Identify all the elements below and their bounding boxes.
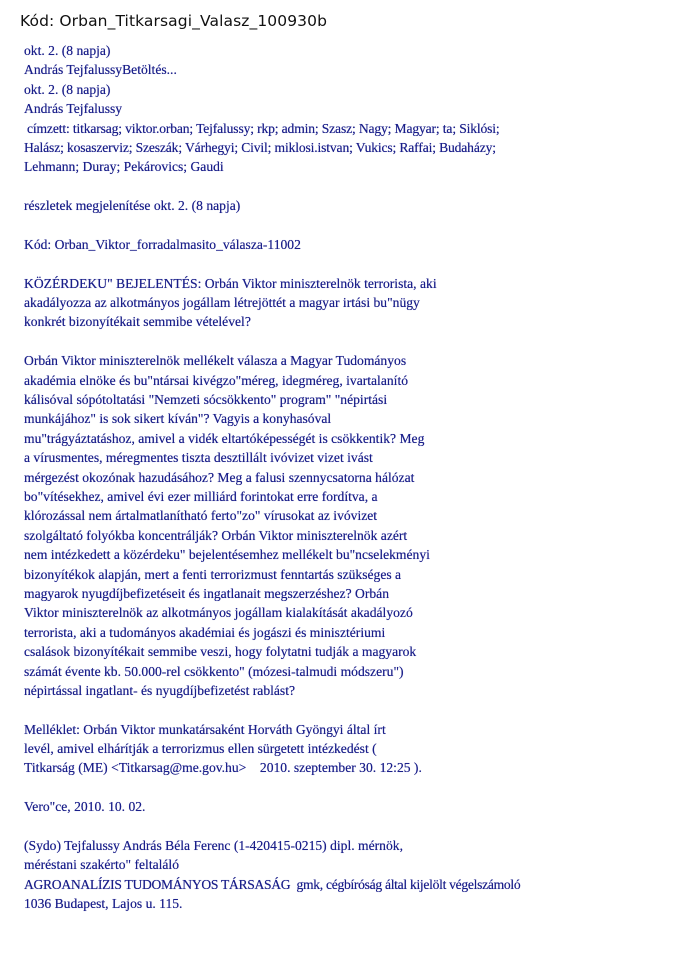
header-sender-loading: András TejfalussyBetöltés... bbox=[24, 62, 177, 78]
letter-body bbox=[24, 41, 674, 914]
signature-address-line: 1036 Budapest, Lajos u. 115. bbox=[24, 896, 183, 912]
code-line: Kód: Orban_Viktor_forradalmasito_válasza-11002 bbox=[24, 236, 301, 252]
announcement-line: akadályozza az alkotmányos jogállam létrejöttét a magyar irtási bu"nügy bbox=[24, 295, 420, 311]
header-sender: András Tejfalussy bbox=[24, 101, 123, 117]
paragraph-line: bo"vítésekhez, amivel évi ezer milliárd forintokat erre fordítva, a bbox=[24, 488, 378, 504]
paragraph-line: csalások bizonyítékait semmibe veszi, hogy folytatni tudják a magyarok bbox=[24, 644, 417, 660]
attachment-email-line: Titkarság (ME) <Titkarsag@me.gov.hu> 2010. szeptember 30. 12:25 ). bbox=[24, 760, 422, 776]
signature-line: méréstani szakérto" feltaláló bbox=[24, 857, 180, 873]
recipients-line: Lehmann; Duray; Pekárovics; Gaudi bbox=[24, 159, 224, 175]
paragraph-line: kálisóval sópótoltatási "Nemzeti sócsökkento" program" "népirtási bbox=[24, 392, 388, 408]
details-line: részletek megjelenítése okt. 2. (8 napja) bbox=[24, 198, 241, 214]
paragraph-line: munkájához" is sok sikert kíván"? Vagyis a konyhasóval bbox=[24, 411, 332, 427]
paragraph-line: bizonyítékok alapján, mert a fenti terrorizmust fenntartás szükséges a bbox=[24, 566, 402, 582]
paragraph-line: mu"trágyáztatáshoz, amivel a vidék eltartóképességét is csökkentik? Meg bbox=[24, 430, 425, 446]
place-date: Vero"ce, 2010. 10. 02. bbox=[24, 799, 146, 815]
paragraph-line: Viktor miniszterelnök az alkotmányos jogállam kialakítását akadályozó bbox=[24, 605, 413, 621]
paragraph-line: klórozással nem ártalmatlanítható ferto"zo" vírusokat az ivóvizet bbox=[24, 508, 378, 524]
paragraph-line: népirtással ingatlant- és nyugdíjbefizetést rablást? bbox=[24, 682, 296, 698]
paragraph-line: Orbán Viktor miniszterelnök mellékelt válasza a Magyar Tudományos bbox=[24, 353, 407, 369]
signature-line: (Sydo) Tejfalussy András Béla Ferenc (1-420415-0215) dipl. mérnök, bbox=[24, 838, 403, 854]
recipients-line: címzett: titkarsag; viktor.orban; Tejfalussy; rkp; admin; Szasz; Nagy; Magyar; ta; Siklósi; bbox=[27, 120, 500, 136]
paragraph-line: szolgáltató folyókba koncentrálják? Orbán Viktor miniszterelnök azért bbox=[24, 527, 408, 543]
header-date-2: okt. 2. (8 napja) bbox=[24, 81, 111, 97]
announcement-line: konkrét bizonyítékait semmibe vételével? bbox=[24, 314, 251, 330]
paragraph-line: számát évente kb. 50.000-rel csökkento" (mózesi-talmudi módszeru") bbox=[24, 663, 404, 679]
attachment-line: levél, amivel elhárítják a terrorizmus ellen sürgetett intézkedést ( bbox=[24, 741, 377, 757]
paragraph-line: mérgezést okozónak hazudásához? Meg a falusi szennycsatorna hálózat bbox=[24, 469, 415, 485]
document-code-heading: Kód: Orban_Titkarsagi_Valasz_100930b bbox=[20, 12, 328, 30]
signature-company-line: AGROANALÍZIS TUDOMÁNYOS TÁRSASÁG gmk, cégbíróság által kijelölt végelszámoló bbox=[24, 876, 521, 892]
paragraph-line: terrorista, aki a tudományos akadémiai és jogászi és minisztériumi bbox=[24, 624, 386, 640]
paragraph-line: nem intézkedett a közérdeku" bejelentésemhez mellékelt bu"ncselekményi bbox=[24, 547, 430, 563]
paragraph-line: magyarok nyugdíjbefizetéseit és ingatlanait megszerzéshez? Orbán bbox=[24, 585, 389, 601]
header-date-1: okt. 2. (8 napja) bbox=[24, 43, 111, 58]
recipients-line: Halász; kosaszerviz; Szeszák; Várhegyi; Civil; miklosi.istvan; Vukics; Raffai; Budaházy; bbox=[24, 139, 496, 155]
attachment-line: Melléklet: Orbán Viktor munkatársaként Horváth Gyöngyi által írt bbox=[24, 721, 386, 737]
paragraph-line: a vírusmentes, méregmentes tiszta desztillált ivóvizet vizet ivást bbox=[24, 450, 373, 466]
announcement-line: KÖZÉRDEKU" BEJELENTÉS: Orbán Viktor miniszterelnök terrorista, aki bbox=[24, 275, 437, 291]
paragraph-line: akadémia elnöke és bu"ntársai kivégzo"méreg, idegméreg, ivartalanító bbox=[24, 372, 409, 388]
